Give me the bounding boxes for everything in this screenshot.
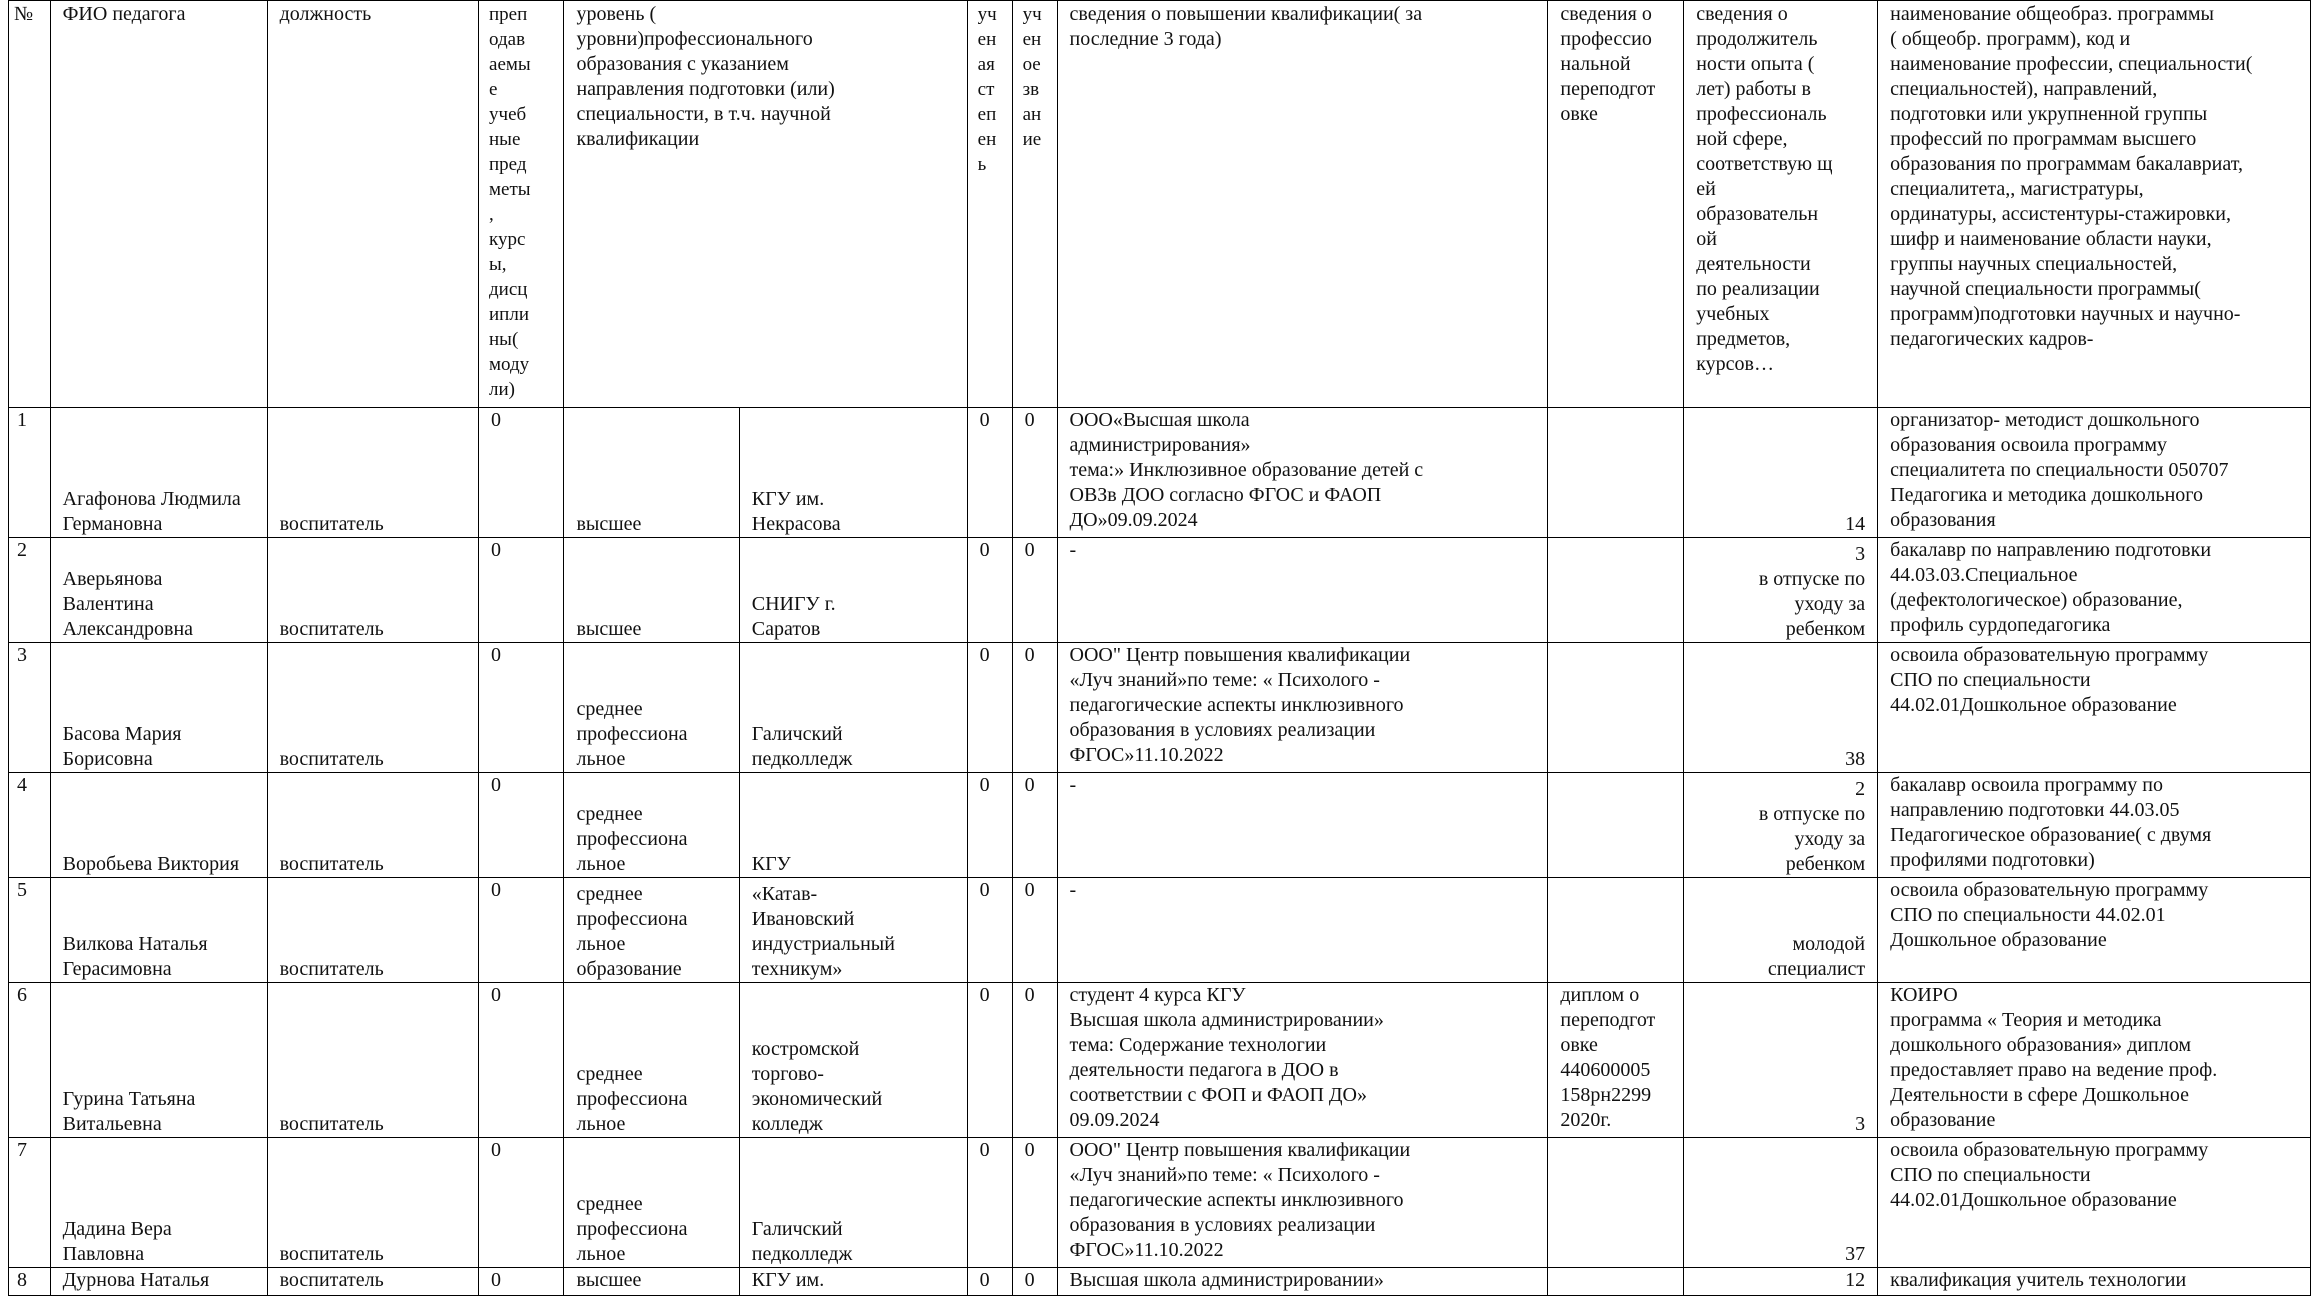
teacher-name <box>50 773 267 878</box>
academic-title-text: 0 <box>1024 879 1035 901</box>
education-level <box>564 538 739 643</box>
academic-title <box>1012 1268 1057 1296</box>
table-row <box>9 1268 2311 1296</box>
academic-degree-text: 0 <box>979 409 990 431</box>
position-text: воспитатель <box>279 513 384 535</box>
academic-title-text: 0 <box>1024 539 1035 561</box>
table-row <box>9 983 2311 1138</box>
academic-title <box>1012 773 1057 878</box>
academic-degree <box>967 773 1012 878</box>
institution <box>739 1268 967 1296</box>
experience-years <box>1684 643 1878 773</box>
position <box>267 643 478 773</box>
header-education: уровень ( уровни)профессионального образования с указанием направления подготовки (или) специальности, в т.ч. научной квалификации <box>564 1 967 408</box>
academic-title-text: 0 <box>1024 774 1035 796</box>
program-info-text: организатор- методист дошкольного образования освоила программу специалитета по специальности 050707 Педагогика и методика дошкольного образования <box>1890 409 2229 531</box>
academic-title <box>1012 408 1057 538</box>
subjects <box>479 773 564 878</box>
teacher-name-text: Вилкова Наталья Герасимовна <box>62 933 208 980</box>
education-level-text: среднее профессиона льное <box>576 803 688 875</box>
header-qualification: сведения о повышении квалификации( за последние 3 года) <box>1057 1 1548 408</box>
experience-years-text: 2 <box>1855 778 1866 800</box>
experience-years-text: 38 <box>1845 748 1866 770</box>
education-level-text: среднее профессиона льное <box>576 698 688 770</box>
experience-years <box>1684 1138 1878 1268</box>
row-num <box>9 408 51 538</box>
qualification-info-text: ООО" Центр повышения квалификации «Луч знаний»по теме: « Психолого - педагогические аспекты инклюзивного образования в условиях реализации ФГОС»11.10.2022 <box>1069 1139 1411 1261</box>
subjects <box>479 538 564 643</box>
teacher-name-text: Агафонова Людмила Германовна <box>62 488 241 535</box>
academic-title-text: 0 <box>1024 644 1035 666</box>
position-text: воспитатель <box>279 1113 384 1135</box>
subjects <box>479 983 564 1138</box>
academic-degree <box>967 1268 1012 1296</box>
education-level <box>564 408 739 538</box>
qualification-info <box>1057 643 1548 773</box>
academic-degree-text: 0 <box>979 774 990 796</box>
subjects-text: 0 <box>491 539 502 561</box>
retraining-info <box>1548 538 1684 643</box>
experience-years-text: 37 <box>1845 1243 1866 1265</box>
program-info-text: бакалавр освоила программу по направлению подготовки 44.03.05 Педагогическое образование( с двумя профилями подготовки) <box>1890 774 2212 871</box>
retraining-info <box>1548 773 1684 878</box>
subjects <box>479 1138 564 1268</box>
institution-text: КГУ им. Некрасова <box>751 488 841 535</box>
academic-degree <box>967 878 1012 983</box>
academic-title <box>1012 1138 1057 1268</box>
program-info <box>1878 878 2311 983</box>
education-level <box>564 1268 739 1296</box>
table-row <box>9 878 2311 983</box>
program-info-text: квалификация учитель технологии <box>1890 1269 2187 1291</box>
teacher-name-text: Воробьева Виктория <box>62 853 240 875</box>
academic-degree-text: 0 <box>979 644 990 666</box>
row-num <box>9 538 51 643</box>
institution-text: КГУ им. <box>751 1269 825 1291</box>
table-row <box>9 773 2311 878</box>
qualification-info-text: - <box>1069 774 1077 796</box>
education-level <box>564 1138 739 1268</box>
position <box>267 538 478 643</box>
experience-years-text: 3 <box>1855 543 1866 565</box>
teacher-name <box>50 643 267 773</box>
program-info <box>1878 408 2311 538</box>
program-info-text: освоила образовательную программу СПО по специальности 44.02.01 Дошкольное образование <box>1890 879 2209 951</box>
table-body <box>9 408 2311 1296</box>
retraining-info <box>1548 1138 1684 1268</box>
row-num-text: 8 <box>17 1269 27 1291</box>
row-num-text: 5 <box>17 879 27 901</box>
retraining-info <box>1548 983 1684 1138</box>
program-info-text: освоила образовательную программу СПО по специальности 44.02.01Дошкольное образование <box>1890 644 2209 716</box>
teacher-name-text: Басова Мария Борисовна <box>62 723 187 770</box>
experience-years <box>1684 983 1878 1138</box>
qualification-info-text: Высшая школа администрировании» <box>1069 1269 1384 1291</box>
header-fio: ФИО педагога <box>50 1 267 408</box>
institution <box>739 878 967 983</box>
qualification-info <box>1057 1138 1548 1268</box>
teacher-name-text: Дадина Вера Павловна <box>62 1218 177 1265</box>
subjects-text: 0 <box>491 1139 502 1161</box>
education-level-text: высшее <box>576 513 642 535</box>
position-text: воспитатель <box>279 958 384 980</box>
academic-degree-text: 0 <box>979 1269 990 1291</box>
education-level <box>564 878 739 983</box>
teacher-name <box>50 408 267 538</box>
qualification-info <box>1057 538 1548 643</box>
subjects-text: 0 <box>491 774 502 796</box>
institution <box>739 1138 967 1268</box>
program-info-text: бакалавр по направлению подготовки 44.03.03.Специальное (дефектологическое) образование, профиль сурдопедагогика <box>1890 539 2212 636</box>
institution <box>739 983 967 1138</box>
education-level-text: среднее профессиона льное <box>576 1193 688 1265</box>
academic-degree-text: 0 <box>979 879 990 901</box>
position <box>267 1138 478 1268</box>
table-row <box>9 643 2311 773</box>
qualification-info <box>1057 878 1548 983</box>
academic-degree-text: 0 <box>979 539 990 561</box>
row-num-text: 7 <box>17 1139 27 1161</box>
staff-table-document <box>8 0 2311 1296</box>
row-num <box>9 773 51 878</box>
experience-years-text: 12 <box>1845 1269 1866 1291</box>
institution <box>739 773 967 878</box>
institution-text: Галичский педколледж <box>751 1218 853 1265</box>
academic-degree <box>967 408 1012 538</box>
experience-years <box>1684 878 1878 983</box>
program-info-text: освоила образовательную программу СПО по специальности 44.02.01Дошкольное образование <box>1890 1139 2209 1211</box>
institution-text: Галичский педколледж <box>751 723 853 770</box>
teacher-name-text: Дурнова Наталья <box>62 1269 210 1291</box>
program-info <box>1878 773 2311 878</box>
experience-years <box>1684 408 1878 538</box>
experience-years-text: молодой специалист <box>1767 933 1866 980</box>
program-info <box>1878 1138 2311 1268</box>
academic-degree <box>967 1138 1012 1268</box>
position <box>267 1268 478 1296</box>
education-level <box>564 983 739 1138</box>
position-text: воспитатель <box>279 1269 384 1291</box>
row-num <box>9 1138 51 1268</box>
program-info <box>1878 1268 2311 1296</box>
teacher-name <box>50 983 267 1138</box>
program-info <box>1878 643 2311 773</box>
experience-years <box>1684 773 1878 878</box>
teacher-name <box>50 1268 267 1296</box>
academic-title <box>1012 878 1057 983</box>
program-info <box>1878 983 2311 1138</box>
table-row <box>9 1138 2311 1268</box>
header-retraining: сведения о профессио нальной переподгот овке <box>1548 1 1684 408</box>
header-row <box>9 1 2311 408</box>
teacher-name <box>50 538 267 643</box>
retraining-info-text: диплом о переподгот овке 440600005 158рн2299 2020г. <box>1560 984 1656 1131</box>
subjects-text: 0 <box>491 644 502 666</box>
education-level-text: высшее <box>576 618 642 640</box>
teacher-name <box>50 1138 267 1268</box>
institution-text: костромской торгово- экономический колледж <box>751 1038 883 1135</box>
subjects <box>479 1268 564 1296</box>
row-num-text: 4 <box>17 774 27 796</box>
teacher-name-text: Аверьянова Валентина Александровна <box>62 568 194 640</box>
institution <box>739 643 967 773</box>
institution-text: КГУ <box>751 853 791 875</box>
academic-degree <box>967 643 1012 773</box>
header-num: № <box>9 1 51 408</box>
qualification-info <box>1057 773 1548 878</box>
position-text: воспитатель <box>279 748 384 770</box>
experience-years <box>1684 538 1878 643</box>
row-num-text: 3 <box>17 644 27 666</box>
row-num-text: 1 <box>17 409 27 431</box>
institution <box>739 538 967 643</box>
teacher-name <box>50 878 267 983</box>
experience-years-text: 3 <box>1855 1113 1866 1135</box>
education-level-text: среднее профессиона льное образование <box>576 883 688 980</box>
qualification-info-text: ООО«Высшая школа администрирования» тема:» Инклюзивное образование детей с ОВЗв ДОО согласно ФГОС и ФАОП ДО»09.09.2024 <box>1069 409 1424 531</box>
subjects-text: 0 <box>491 409 502 431</box>
header-programs: наименование общеобраз. программы ( общеобр. программ), код и наименование профессии, специальности( специальностей), направлений, подготовки или укрупненной группы профессий по программам высшего образования по программам бакалавриат, специалитета,, магистратуры, ординатуры, ассистентуры-стажировки, шифр и наименование области науки, группы научных специальностей, научной специальности программы( программ)подготовки научных и научно- педагогических кадров- <box>1878 1 2311 408</box>
qualification-info-text: - <box>1069 879 1077 901</box>
academic-degree <box>967 983 1012 1138</box>
row-num-text: 2 <box>17 539 27 561</box>
subjects-text: 0 <box>491 984 502 1006</box>
qualification-info-text: студент 4 курса КГУ Высшая школа администрировании» тема: Содержание технологии деятельности педагога в ДОО в соответствии с ФОП и ФАОП ДО» 09.09.2024 <box>1069 984 1384 1131</box>
academic-title-text: 0 <box>1024 1139 1035 1161</box>
academic-degree <box>967 538 1012 643</box>
program-info-text: КОИРО программа « Теория и методика дошкольного образования» диплом предоставляет право на ведение проф. Деятельности в сфере Дошкольное образование <box>1890 984 2218 1131</box>
academic-degree-text: 0 <box>979 984 990 1006</box>
retraining-info <box>1548 878 1684 983</box>
academic-title <box>1012 538 1057 643</box>
institution <box>739 408 967 538</box>
academic-title-text: 0 <box>1024 984 1035 1006</box>
subjects-text: 0 <box>491 879 502 901</box>
table-row <box>9 538 2311 643</box>
qualification-info-text: - <box>1069 539 1077 561</box>
position <box>267 773 478 878</box>
subjects <box>479 878 564 983</box>
education-level-text: среднее профессиона льное <box>576 1063 688 1135</box>
row-num <box>9 878 51 983</box>
header-position: должность <box>267 1 478 408</box>
institution-text: «Катав- Ивановский индустриальный техникум» <box>751 883 895 980</box>
position-text: воспитатель <box>279 853 384 875</box>
position <box>267 878 478 983</box>
qualification-info <box>1057 408 1548 538</box>
position <box>267 983 478 1138</box>
qualification-info <box>1057 983 1548 1138</box>
table-row <box>9 408 2311 538</box>
header-title: уч ен ое зв ан ие <box>1012 1 1057 408</box>
retraining-info <box>1548 643 1684 773</box>
program-info <box>1878 538 2311 643</box>
position-text: воспитатель <box>279 618 384 640</box>
experience-note: в отпуске по уходу за ребенком <box>1758 568 1866 640</box>
education-level <box>564 643 739 773</box>
education-level-text: высшее <box>576 1269 642 1291</box>
education-level <box>564 773 739 878</box>
row-num <box>9 1268 51 1296</box>
row-num-text: 6 <box>17 984 27 1006</box>
subjects-text: 0 <box>491 1269 502 1291</box>
institution-text: СНИГУ г. Саратов <box>751 593 836 640</box>
retraining-info <box>1548 1268 1684 1296</box>
staff-qualification-table <box>8 0 2311 1296</box>
academic-title <box>1012 983 1057 1138</box>
qualification-info-text: ООО" Центр повышения квалификации «Луч знаний»по теме: « Психолого - педагогические аспекты инклюзивного образования в условиях реализации ФГОС»11.10.2022 <box>1069 644 1411 766</box>
subjects <box>479 408 564 538</box>
row-num <box>9 983 51 1138</box>
retraining-info <box>1548 408 1684 538</box>
experience-note: в отпуске по уходу за ребенком <box>1758 803 1866 875</box>
academic-degree-text: 0 <box>979 1139 990 1161</box>
academic-title-text: 0 <box>1024 409 1035 431</box>
position-text: воспитатель <box>279 1243 384 1265</box>
experience-years <box>1684 1268 1878 1296</box>
academic-title-text: 0 <box>1024 1269 1035 1291</box>
position <box>267 408 478 538</box>
subjects <box>479 643 564 773</box>
header-degree: уч ен ая ст еп ен ь <box>967 1 1012 408</box>
teacher-name-text: Гурина Татьяна Витальевна <box>62 1088 201 1135</box>
experience-years-text: 14 <box>1845 513 1866 535</box>
academic-title <box>1012 643 1057 773</box>
header-experience: сведения о продолжитель ности опыта ( лет) работы в профессиональ ной сфере, соответствую щ ей образовательн ой деятельности по реализации учебных предметов, курсов… <box>1684 1 1878 408</box>
qualification-info <box>1057 1268 1548 1296</box>
header-subjects: преп одав аемы е учеб ные пред меты , курс ы, дисц ипли ны( моду ли) <box>479 1 564 408</box>
row-num <box>9 643 51 773</box>
